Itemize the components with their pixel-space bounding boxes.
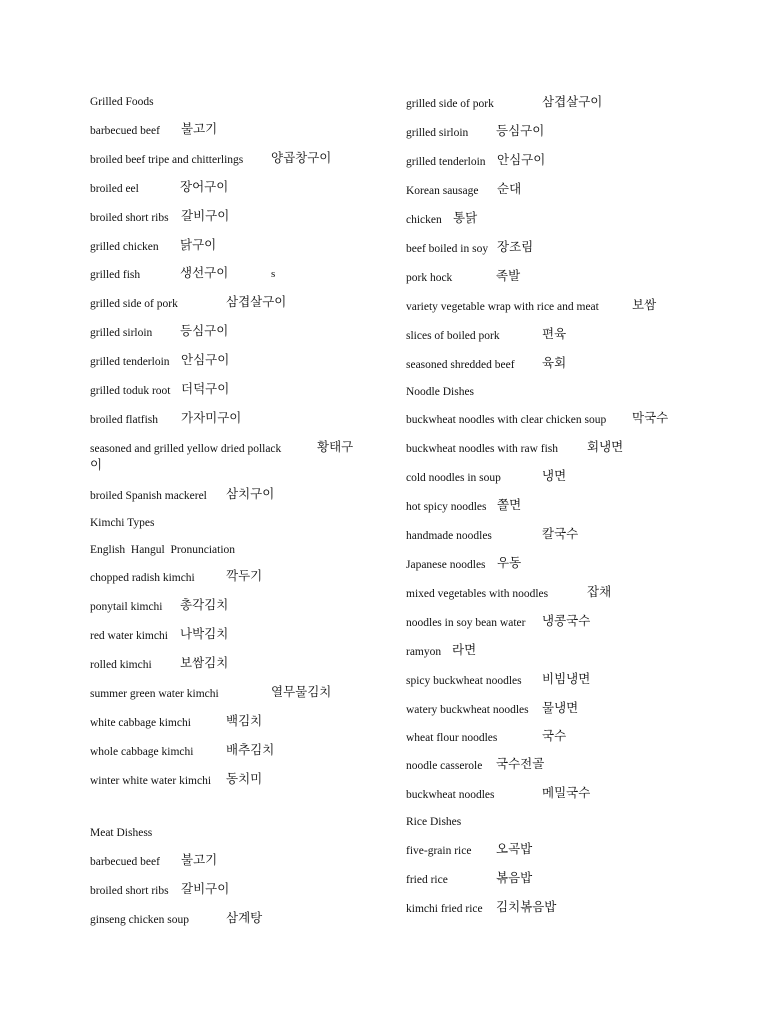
english-term: buckwheat noodles [406,789,495,801]
english-term: ramyon [406,646,442,658]
korean-term: 메밀국수 [542,785,591,800]
korean-term: 냉면 [542,468,567,483]
list-item [406,642,477,659]
english-term: seasoned and grilled yellow dried pollack [90,443,282,455]
list-item [90,294,287,311]
korean-term: 등심구이 [496,123,545,138]
english-term: barbecued beef [90,125,160,137]
korean-term: 오곡밥 [496,841,533,856]
korean-term: 갈비구이 [181,208,230,223]
korean-term: 냉콩국수 [542,613,591,628]
english-term: five-grain rice [406,845,472,857]
list-item [90,881,230,898]
list-item [90,121,218,138]
list-item [90,265,276,282]
english-term: slices of boiled pork [406,330,500,342]
list-item [90,684,332,701]
korean-term: 총각김치 [180,597,229,612]
english-term: ginseng chicken soup [90,914,190,926]
section-title-grilled-foods: Grilled Foods [90,96,154,108]
english-term: buckwheat noodles with raw fish [406,443,559,455]
list-item [90,237,217,254]
korean-term: 배추김치 [226,742,275,757]
english-term: hot spicy noodles [406,501,487,513]
list-item [90,208,230,225]
english-term: variety vegetable wrap with rice and meat [406,301,599,313]
list-item [406,728,567,745]
korean-term: 나박김치 [180,626,229,641]
list-item [406,297,657,314]
list-item [406,410,669,427]
english-term: beef boiled in soy [406,243,489,255]
korean-term: 비빔냉면 [542,671,591,686]
korean-term: 장조림 [497,239,534,254]
list-item [90,486,275,503]
korean-term: 라면 [452,642,477,657]
korean-term: 보쌈 [632,297,657,312]
korean-term: 생선구이 [180,265,229,280]
korean-term: 쫄면 [497,497,522,512]
korean-term: 삼겹살구이 [542,94,603,109]
list-item [406,239,534,256]
korean-term: 국수전골 [496,756,545,771]
english-term: spicy buckwheat noodles [406,675,522,687]
english-term: noodles in soy bean water [406,617,526,629]
english-term: broiled flatfish [90,414,159,426]
english-term: seasoned shredded beef [406,359,515,371]
section-title-kimchi-types: Kimchi Types [90,517,155,529]
korean-term: 김치볶음밥 [496,899,557,914]
korean-term: 물냉면 [542,700,579,715]
list-item [406,497,522,514]
list-item [406,785,591,802]
list-item [90,381,230,398]
english-term: broiled beef tripe and chitterlings [90,154,244,166]
korean-term: 닭구이 [180,237,217,252]
list-item [90,742,275,759]
list-item [406,756,545,773]
korean-term: 안심구이 [497,152,546,167]
korean-term: 칼국수 [542,526,579,541]
list-item [90,771,263,788]
korean-term: 황태구 [317,439,354,454]
korean-term: 삼치구이 [226,486,275,501]
list-item [406,584,612,601]
korean-term: 국수 [542,728,567,743]
list-item [90,410,242,427]
korean-term: 통닭 [453,210,478,225]
korean-term: 열무물김치 [271,684,332,699]
english-term: grilled tenderloin [406,156,486,168]
english-term: pork hock [406,272,453,284]
english-term: buckwheat noodles with clear chicken soup [406,414,607,426]
section-title-rice-dishes: Rice Dishes [406,816,462,828]
korean-term: 백김치 [226,713,263,728]
korean-term: 육회 [542,355,567,370]
list-item [90,352,230,369]
korean-term: 삼겹살구이 [226,294,287,309]
list-item [406,870,533,887]
list-item [406,841,533,858]
korean-term: 장어구이 [180,179,229,194]
english-term: kimchi fried rice [406,903,483,915]
list-item [90,150,332,167]
list-item [90,852,218,869]
list-item [90,323,229,340]
english-term: grilled side of pork [90,298,178,310]
list-item [406,268,521,285]
list-item [90,713,263,730]
korean-term: 보쌈김치 [180,655,229,670]
english-term: ponytail kimchi [90,601,163,613]
english-term: handmade noodles [406,530,492,542]
english-term: grilled toduk root [90,385,171,397]
kimchi-column-header: English Hangul Pronunciation [90,544,236,556]
list-item [406,355,567,372]
english-term: chopped radish kimchi [90,572,195,584]
list-item [90,179,229,196]
korean-term: 안심구이 [181,352,230,367]
list-item [406,526,579,543]
english-term: cold noodles in soup [406,472,501,484]
korean-term: 등심구이 [180,323,229,338]
list-item [406,94,603,111]
list-item [90,655,229,672]
list-item [406,671,591,688]
english-term: broiled eel [90,183,139,195]
korean-term: 깍두기 [226,568,263,583]
list-item [406,439,624,456]
korean-term: 삼계탕 [226,910,263,925]
korean-term: 족발 [496,268,521,283]
english-term: broiled short ribs [90,885,169,897]
korean-term: 회냉면 [587,439,624,454]
english-term: winter white water kimchi [90,775,212,787]
english-term: watery buckwheat noodles [406,704,529,716]
english-term: Korean sausage [406,185,479,197]
korean-term: 순대 [497,181,522,196]
korean-term-continuation: 이 [90,457,103,472]
list-item [406,555,522,572]
list-item [406,326,567,343]
list-item [90,597,229,614]
list-item [406,152,546,169]
list-item [90,910,263,927]
list-item [406,210,478,227]
korean-term: 잡채 [587,584,612,599]
english-term: whole cabbage kimchi [90,746,194,758]
list-item [406,700,579,717]
english-term: rolled kimchi [90,659,152,671]
korean-term: 갈비구이 [181,881,230,896]
english-term: barbecued beef [90,856,160,868]
korean-term: 가자미구이 [181,410,242,425]
english-term: grilled side of pork [406,98,494,110]
korean-term: 막국수 [632,410,669,425]
korean-term: 양곱창구이 [271,150,332,165]
stray-character: s [271,268,276,280]
korean-term: 불고기 [181,852,218,867]
korean-term: 편육 [542,326,567,341]
english-term: broiled Spanish mackerel [90,490,207,502]
korean-term: 우동 [497,555,522,570]
section-title-meat-dishes: Meat Dishess [90,827,153,839]
list-item [406,899,557,916]
list-item [90,439,354,456]
list-item [406,181,522,198]
english-term: summer green water kimchi [90,688,219,700]
korean-term: 동치미 [226,771,263,786]
korean-term: 더덕구이 [181,381,230,396]
english-term: grilled fish [90,269,141,281]
list-item [90,626,229,643]
english-term: grilled chicken [90,241,159,253]
english-term: grilled sirloin [90,327,153,339]
english-term: mixed vegetables with noodles [406,588,549,600]
list-item [90,568,263,585]
english-term: white cabbage kimchi [90,717,191,729]
english-term: fried rice [406,874,448,886]
english-term: noodle casserole [406,760,483,772]
korean-term: 불고기 [181,121,218,136]
section-title-noodle-dishes: Noodle Dishes [406,386,475,398]
list-item [406,613,591,630]
english-term: grilled sirloin [406,127,469,139]
list-item [406,123,545,140]
korean-term: 볶음밥 [496,870,533,885]
english-term: grilled tenderloin [90,356,170,368]
english-term: Japanese noodles [406,559,486,571]
english-term: wheat flour noodles [406,732,498,744]
english-term: chicken [406,214,442,226]
english-term: broiled short ribs [90,212,169,224]
english-term: red water kimchi [90,630,168,642]
list-item [406,468,567,485]
